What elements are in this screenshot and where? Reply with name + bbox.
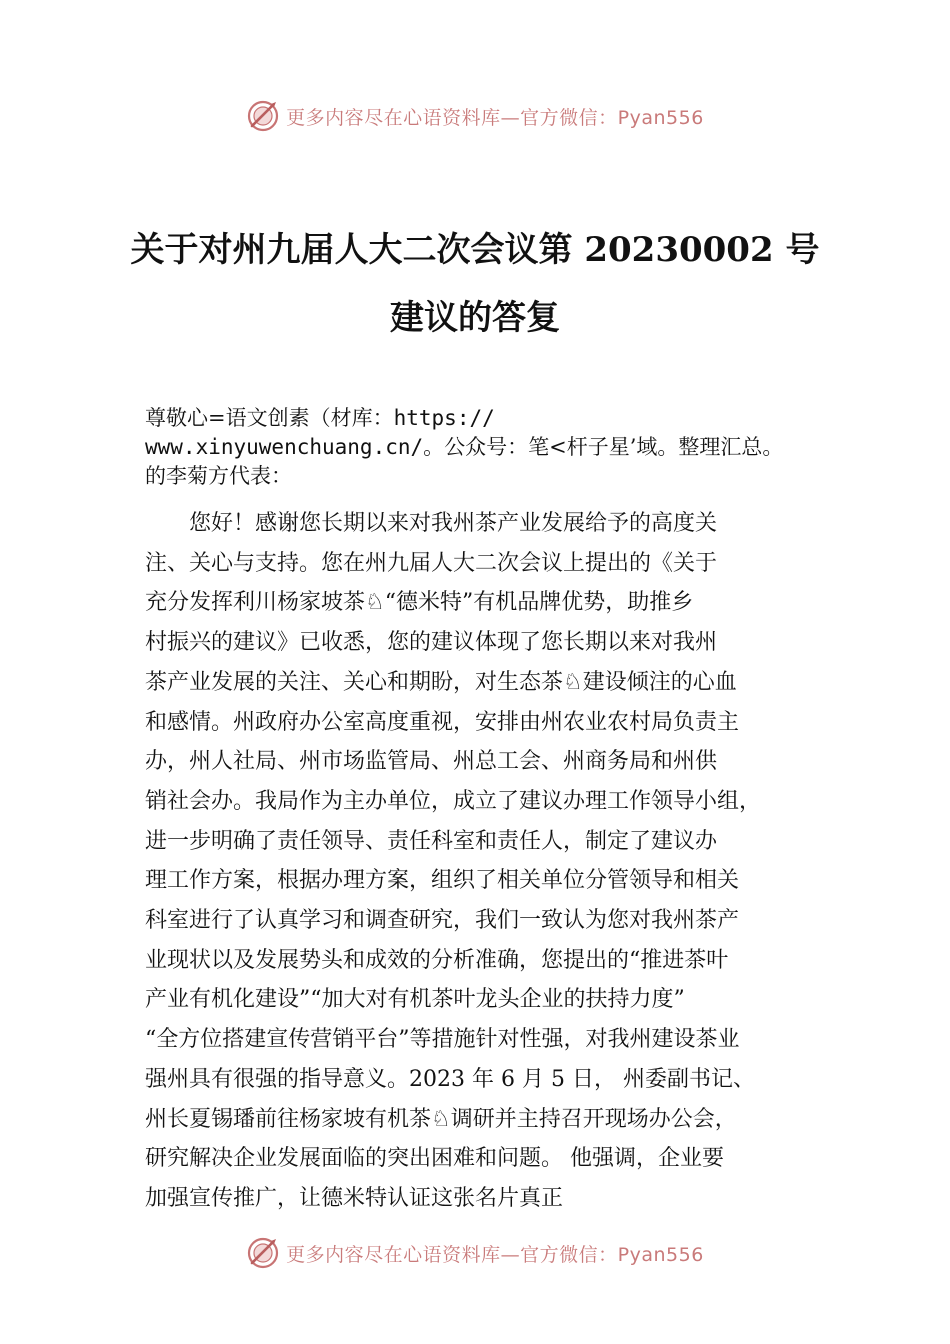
document-title-line-1: 关于对州九届人大二次会议第 20230002 号 bbox=[130, 230, 820, 270]
salutation-url-part-2: www.xinyuwenchuang.cn/ bbox=[145, 435, 424, 459]
body-line: 理工作方案，根据办理方案，组织了相关单位分管领导和相关 bbox=[145, 868, 740, 894]
body-line: 销社会办。我局作为主办单位，成立了建议办理工作领导小组， bbox=[145, 788, 762, 814]
body-line: 产业有机化建设”“加大对有机茶叶龙头企业的扶持力度” bbox=[145, 987, 685, 1013]
body-line: 村振兴的建议》已收悉，您的建议体现了您长期以来对我州 bbox=[145, 630, 718, 656]
body-line: 强州具有很强的指导意义。2023 年 6 月 5 日， 州委副书记、 bbox=[145, 1066, 755, 1092]
salutation bbox=[145, 404, 865, 491]
body-paragraph bbox=[145, 504, 835, 1219]
salutation-line-2 bbox=[145, 433, 865, 462]
banner-brand: Pyan556 bbox=[617, 106, 704, 129]
body-line: 和感情。州政府办公室高度重视，安排由州农业农村局负责主 bbox=[145, 709, 740, 735]
body-line: 研究解决企业发展面临的突出困难和问题。 他强调，企业要 bbox=[145, 1146, 724, 1172]
banner-text bbox=[286, 1240, 704, 1267]
banner-text bbox=[286, 103, 704, 130]
salutation-prefix: 尊敬心=语文创素（材库： bbox=[145, 406, 394, 430]
body-line: 业现状以及发展势头和成效的分析准确，您提出的“推进茶叶 bbox=[145, 947, 729, 973]
body-line: 州长夏锡璠前往杨家坡有机茶♘调研并主持召开现场办公会， bbox=[145, 1106, 737, 1132]
banner-text-cn: 更多内容尽在心语资料库—官方微信： bbox=[286, 106, 618, 129]
logo-icon bbox=[246, 99, 280, 133]
salutation-suffix: 。公众号：笔<杆子星’域。整理汇总。 bbox=[423, 435, 784, 459]
body-line: 茶产业发展的关注、关心和期盼，对生态茶♘建设倾注的心血 bbox=[145, 669, 737, 695]
body-line: 加强宣传推广，让德米特认证这张名片真正 bbox=[145, 1185, 564, 1211]
body-line: 您好！感谢您长期以来对我州茶产业发展给予的高度关 bbox=[145, 511, 718, 536]
banner-text-cn: 更多内容尽在心语资料库—官方微信： bbox=[286, 1243, 618, 1266]
body-line: 注、关心与支持。您在州九届人大二次会议上提出的《关于 bbox=[145, 550, 718, 576]
logo-icon bbox=[246, 1236, 280, 1270]
header-banner bbox=[0, 96, 950, 136]
salutation-line-1 bbox=[145, 404, 865, 433]
salutation-url-part-1: https:// bbox=[393, 406, 495, 430]
body-line: 充分发挥利川杨家坡茶♘“德米特”有机品牌优势，助推乡 bbox=[145, 590, 694, 616]
body-line: 科室进行了认真学习和调查研究，我们一致认为您对我州茶产 bbox=[145, 908, 740, 934]
body-line: “全方位搭建宣传营销平台”等措施针对性强，对我州建设茶业 bbox=[145, 1027, 740, 1053]
body-line: 办，州人社局、州市场监管局、州总工会、州商务局和州供 bbox=[145, 749, 718, 775]
document-title-line-2: 建议的答复 bbox=[390, 298, 560, 338]
footer-banner bbox=[0, 1233, 950, 1273]
salutation-line-3: 的李菊方代表： bbox=[145, 464, 292, 488]
body-line: 进一步明确了责任领导、责任科室和责任人，制定了建议办 bbox=[145, 828, 718, 854]
banner-brand: Pyan556 bbox=[617, 1243, 704, 1266]
